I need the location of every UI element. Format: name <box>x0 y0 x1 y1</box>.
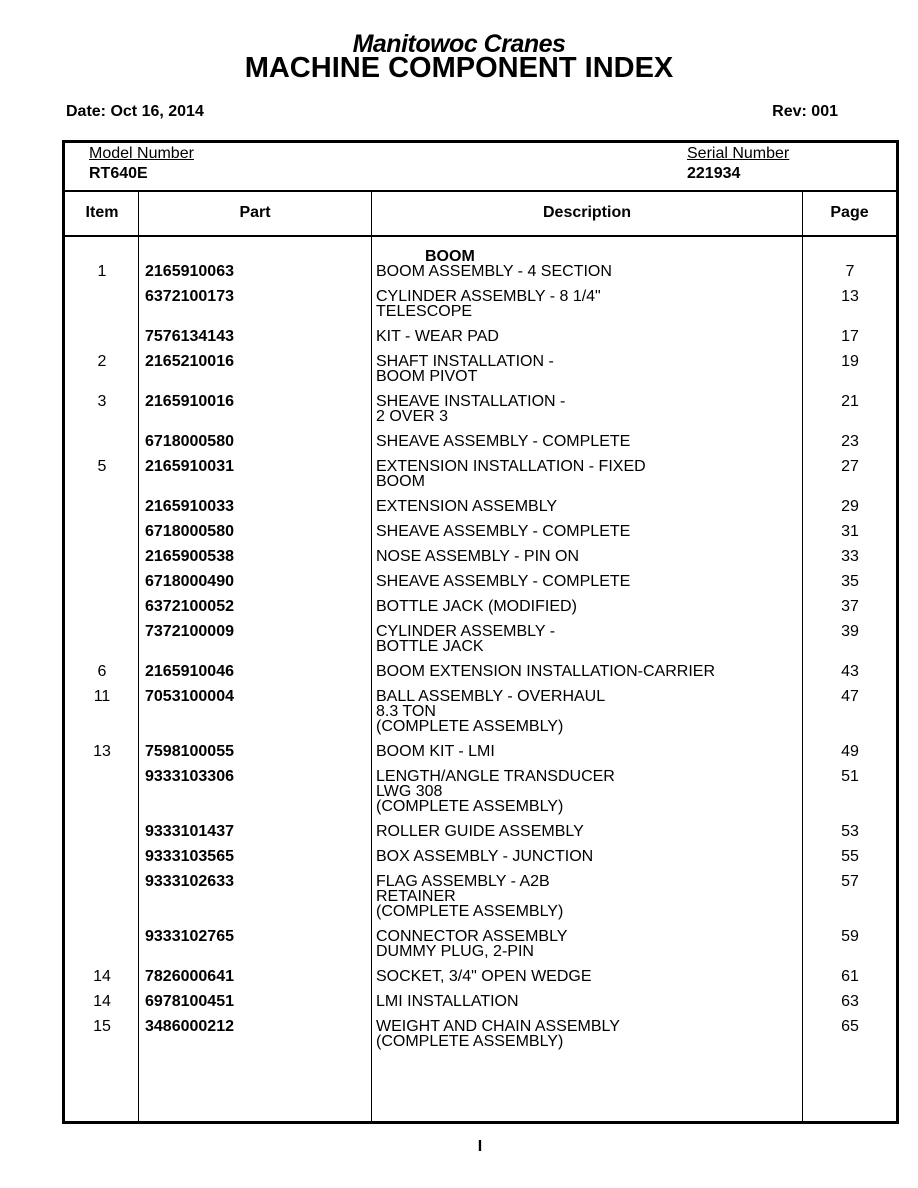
table-row <box>65 929 896 969</box>
part-number: 6372100052 <box>145 598 234 615</box>
part-number: 6718000490 <box>145 573 234 590</box>
item-number: 2 <box>97 353 107 370</box>
page-reference: 53 <box>841 823 859 840</box>
part-description: SHEAVE ASSEMBLY - COMPLETE <box>376 433 631 450</box>
model-number-value: RT640E <box>89 165 148 182</box>
column-header-item: Item <box>85 204 119 221</box>
part-number: 2165910063 <box>145 263 234 280</box>
part-description: SOCKET, 3/4" OPEN WEDGE <box>376 968 592 985</box>
page-reference: 57 <box>841 873 859 890</box>
part-description: EXTENSION ASSEMBLY <box>376 498 558 515</box>
page-reference: 35 <box>841 573 859 590</box>
page-reference: 29 <box>841 498 859 515</box>
table-row <box>65 524 896 549</box>
part-description: SHEAVE ASSEMBLY - COMPLETE <box>376 573 631 590</box>
page-reference: 31 <box>841 523 859 540</box>
document-date: Date: Oct 16, 2014 <box>66 103 204 120</box>
part-number: 7598100055 <box>145 743 234 760</box>
table-row <box>65 394 896 434</box>
part-number: 7576134143 <box>145 328 234 345</box>
table-row <box>65 824 896 849</box>
model-serial-section <box>65 143 896 192</box>
part-number: 9333103565 <box>145 848 234 865</box>
part-description: ROLLER GUIDE ASSEMBLY <box>376 823 584 840</box>
page-reference: 37 <box>841 598 859 615</box>
serial-number-label: Serial Number <box>687 145 790 162</box>
page-reference: 59 <box>841 928 859 945</box>
part-description: SHEAVE ASSEMBLY - COMPLETE <box>376 523 631 540</box>
part-description: BALL ASSEMBLY - OVERHAUL 8.3 TON (COMPLETE ASSEMBLY) <box>376 688 606 735</box>
table-row <box>65 1019 896 1059</box>
page-reference: 23 <box>841 433 859 450</box>
part-number: 3486000212 <box>145 1018 234 1035</box>
table-row <box>65 849 896 874</box>
part-number: 7372100009 <box>145 623 234 640</box>
table-row <box>65 969 896 994</box>
table-row <box>65 574 896 599</box>
page-reference: 47 <box>841 688 859 705</box>
column-header-description: Description <box>542 204 631 221</box>
part-description: CONNECTOR ASSEMBLY DUMMY PLUG, 2-PIN <box>376 928 568 960</box>
table-row <box>65 769 896 824</box>
part-description: WEIGHT AND CHAIN ASSEMBLY (COMPLETE ASSEMBLY) <box>376 1018 620 1050</box>
page-reference: 49 <box>841 743 859 760</box>
company-name: Manitowoc Cranes <box>352 30 566 58</box>
item-number: 5 <box>97 458 107 475</box>
part-description: BOOM ASSEMBLY - 4 SECTION <box>376 263 612 280</box>
part-number: 2165910033 <box>145 498 234 515</box>
table-row <box>65 744 896 769</box>
document-revision: Rev: 001 <box>772 103 838 120</box>
part-number: 9333101437 <box>145 823 234 840</box>
item-number: 15 <box>93 1018 111 1035</box>
table-row <box>65 264 896 289</box>
part-number: 6718000580 <box>145 433 234 450</box>
part-description: LENGTH/ANGLE TRANSDUCER LWG 308 (COMPLETE ASSEMBLY) <box>376 768 615 815</box>
page-reference: 17 <box>841 328 859 345</box>
column-header-part: Part <box>239 204 271 221</box>
page-reference: 43 <box>841 663 859 680</box>
part-number: 2165210016 <box>145 353 234 370</box>
part-description: BOOM EXTENSION INSTALLATION-CARRIER <box>376 663 716 680</box>
table-row <box>65 599 896 624</box>
document-title: MACHINE COMPONENT INDEX <box>244 52 674 84</box>
part-description: FLAG ASSEMBLY - A2B RETAINER (COMPLETE ASSEMBLY) <box>376 873 564 920</box>
part-number: 7826000641 <box>145 968 234 985</box>
section-title: BOOM <box>425 248 475 265</box>
table-row <box>65 689 896 744</box>
part-description: BOOM KIT - LMI <box>376 743 495 760</box>
page-reference: 61 <box>841 968 859 985</box>
page-reference: 51 <box>841 768 859 785</box>
part-description: LMI INSTALLATION <box>376 993 519 1010</box>
part-number: 9333102765 <box>145 928 234 945</box>
part-number: 9333102633 <box>145 873 234 890</box>
table-row <box>65 624 896 664</box>
part-description: SHEAVE INSTALLATION - 2 OVER 3 <box>376 393 566 425</box>
column-header-page: Page <box>830 204 869 221</box>
part-description: CYLINDER ASSEMBLY - BOTTLE JACK <box>376 623 556 655</box>
table-row <box>65 874 896 929</box>
serial-number-value: 221934 <box>687 165 741 182</box>
part-description: EXTENSION INSTALLATION - FIXED BOOM <box>376 458 646 490</box>
item-number: 14 <box>93 993 111 1010</box>
page-reference: 7 <box>845 263 855 280</box>
page-reference: 55 <box>841 848 859 865</box>
table-row <box>65 549 896 574</box>
page-reference: 65 <box>841 1018 859 1035</box>
part-description: BOTTLE JACK (MODIFIED) <box>376 598 577 615</box>
part-number: 7053100004 <box>145 688 234 705</box>
page-reference: 19 <box>841 353 859 370</box>
part-description: SHAFT INSTALLATION - BOOM PIVOT <box>376 353 554 385</box>
table-row <box>65 499 896 524</box>
part-number: 2165900538 <box>145 548 234 565</box>
part-description: BOX ASSEMBLY - JUNCTION <box>376 848 594 865</box>
component-index-table <box>62 140 899 1124</box>
part-description: CYLINDER ASSEMBLY - 8 1/4" TELESCOPE <box>376 288 601 320</box>
table-row <box>65 664 896 689</box>
part-number: 2165910016 <box>145 393 234 410</box>
table-row <box>65 329 896 354</box>
part-number: 9333103306 <box>145 768 234 785</box>
item-number: 13 <box>93 743 111 760</box>
page-reference: 21 <box>841 393 859 410</box>
page-reference: 13 <box>841 288 859 305</box>
page-reference: 33 <box>841 548 859 565</box>
item-number: 14 <box>93 968 111 985</box>
table-row <box>65 289 896 329</box>
page-number: I <box>477 1138 483 1155</box>
part-description: NOSE ASSEMBLY - PIN ON <box>376 548 580 565</box>
item-number: 1 <box>97 263 107 280</box>
part-number: 2165910046 <box>145 663 234 680</box>
part-number: 6978100451 <box>145 993 234 1010</box>
column-header-row <box>65 190 896 237</box>
page-reference: 27 <box>841 458 859 475</box>
component-rows <box>65 264 896 1059</box>
item-number: 11 <box>93 688 111 705</box>
part-number: 6372100173 <box>145 288 234 305</box>
part-description: KIT - WEAR PAD <box>376 328 499 345</box>
part-number: 2165910031 <box>145 458 234 475</box>
item-number: 6 <box>97 663 107 680</box>
table-row <box>65 434 896 459</box>
table-row <box>65 459 896 499</box>
model-number-label: Model Number <box>89 145 194 162</box>
page-reference: 39 <box>841 623 859 640</box>
item-number: 3 <box>97 393 107 410</box>
page-reference: 63 <box>841 993 859 1010</box>
table-row <box>65 354 896 394</box>
table-row <box>65 994 896 1019</box>
part-number: 6718000580 <box>145 523 234 540</box>
